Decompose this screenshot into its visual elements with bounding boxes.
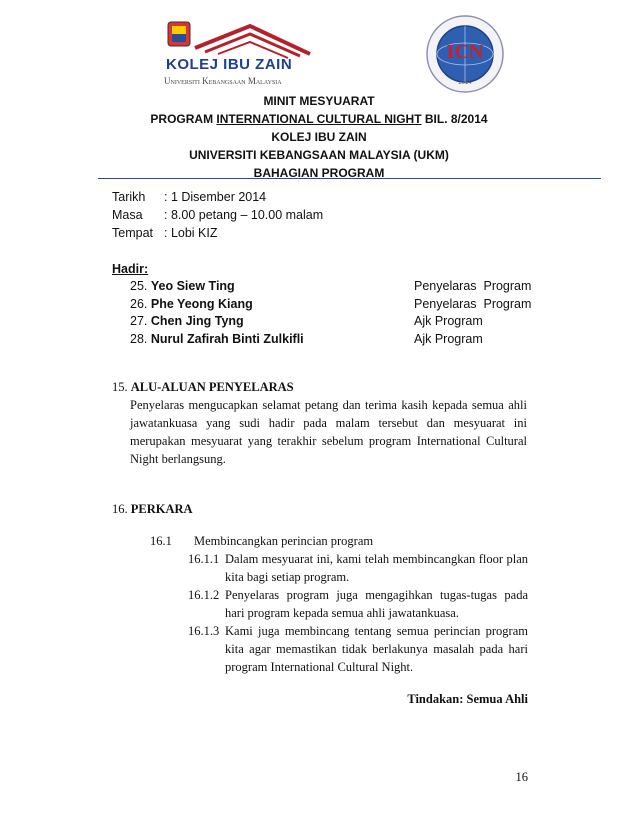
item-16-1-1 xyxy=(188,550,528,586)
attendee-number: 26. xyxy=(130,296,148,311)
item-text xyxy=(225,586,528,622)
item-row xyxy=(188,586,528,622)
title-line-3: KOLEJ IBU ZAIN xyxy=(271,130,367,144)
attendee-number: 28. xyxy=(130,331,148,346)
item-line: kita bagi setiap program. xyxy=(225,570,350,584)
attendance-row xyxy=(130,331,540,349)
section-15-heading xyxy=(112,378,294,396)
subsection-title: Membincangkan perincian program xyxy=(194,534,374,548)
section-number: 15. xyxy=(112,380,128,394)
meta-value: : Lobi KIZ xyxy=(164,226,218,240)
action-note: Tindakan: Semua Ahli xyxy=(407,692,528,706)
paragraph-line: Penyelaras mengucapkan selamat petang dan terima kasih kepada semua ahli xyxy=(130,398,527,412)
attendee-role: Penyelaras Program xyxy=(414,296,532,311)
item-16-1-3 xyxy=(188,622,528,676)
attendee-name: Chen Jing Tyng xyxy=(150,314,244,328)
meeting-meta xyxy=(112,188,323,242)
item-line: Penyelaras program juga mengagihkan tugas-tugas pada xyxy=(225,588,528,602)
item-number: 16.1.3 xyxy=(188,624,220,638)
attendee-number: 25. xyxy=(130,279,148,293)
meta-label: Tempat xyxy=(112,226,153,240)
section-number: 16. xyxy=(112,502,128,516)
header-divider xyxy=(98,178,601,179)
item-line: kita agar memastikan tidak berlakunya masalah pada hari xyxy=(225,642,528,656)
item-text xyxy=(225,550,528,586)
title-line-5: BAHAGIAN PROGRAM xyxy=(253,166,385,180)
title-program-name: INTERNATIONAL CULTURAL NIGHT xyxy=(216,112,422,126)
paragraph-line: Night berlangsung. xyxy=(130,452,226,466)
title-suffix: BIL. 8/2014 xyxy=(421,112,488,126)
section-16-heading xyxy=(112,500,193,518)
attendee-number: 27. xyxy=(130,314,148,328)
attendee-name: Nurul Zafirah Binti Zulkifli xyxy=(150,331,304,346)
page-number: 16 xyxy=(515,770,528,784)
subsection-16-1 xyxy=(150,532,373,550)
item-number: 16.1.2 xyxy=(188,588,220,602)
paragraph-line: merupakan mesyuarat yang terakhir sebelum program International Cultural xyxy=(130,434,527,448)
attendance-heading: Hadir: xyxy=(112,262,149,276)
item-line: program International Cultural Night. xyxy=(225,660,414,674)
item-line: Dalam mesyuarat ini, kami telah membincangkan floor plan xyxy=(225,552,528,566)
attendee-name: Phe Yeong Kiang xyxy=(150,296,253,311)
item-row xyxy=(188,622,528,676)
section-title: ALU-ALUAN PENYELARAS xyxy=(130,380,294,394)
icn-text: ICN xyxy=(446,41,484,63)
attendance-list xyxy=(130,278,540,348)
item-line: Kami juga membincang tentang semua perincian program xyxy=(225,624,528,638)
item-16-1-2 xyxy=(188,586,528,622)
attendance-row xyxy=(130,296,540,314)
meta-label: Tarikh xyxy=(112,190,146,204)
section-15-body xyxy=(130,396,527,468)
meta-label: Masa xyxy=(112,208,143,222)
attendee-role: Penyelaras Program xyxy=(414,279,532,293)
meta-value: : 1 Disember 2014 xyxy=(164,190,267,204)
attendee-role: Ajk Program xyxy=(414,331,483,346)
item-text xyxy=(225,622,528,676)
subsection-number: 16.1 xyxy=(150,534,172,548)
title-line-4: UNIVERSITI KEBANGSAAN MALAYSIA (UKM) xyxy=(189,148,449,162)
attendance-row xyxy=(130,278,540,296)
icn-logo xyxy=(425,14,505,94)
paragraph-line: jawatankuasa yang sudi hadir pada malam tersebut dan mesyuarat ini xyxy=(130,416,527,430)
meta-time xyxy=(112,206,323,224)
title-prefix: PROGRAM xyxy=(150,112,217,126)
title-line-2 xyxy=(0,110,638,128)
attendee-role: Ajk Program xyxy=(414,314,483,328)
title-line-1: MINIT MESYUARAT xyxy=(263,94,375,108)
meta-place xyxy=(112,224,323,242)
meta-value: : 8.00 petang – 10.00 malam xyxy=(164,208,324,222)
kolej-university: Universiti Kebangsaan Malaysia xyxy=(164,76,282,86)
icn-year: 2014 xyxy=(458,80,472,86)
kolej-ibu-zain-logo xyxy=(150,18,330,88)
attendee-name: Yeo Siew Ting xyxy=(150,279,235,293)
item-number: 16.1.1 xyxy=(188,552,220,566)
meta-date xyxy=(112,188,323,206)
item-row xyxy=(188,550,528,586)
item-line: hari program kepada semua ahli jawatankuasa. xyxy=(225,606,459,620)
kolej-name: KOLEJ IBU ZAIN xyxy=(166,56,293,73)
attendance-row xyxy=(130,313,540,331)
section-title: PERKARA xyxy=(130,502,193,516)
